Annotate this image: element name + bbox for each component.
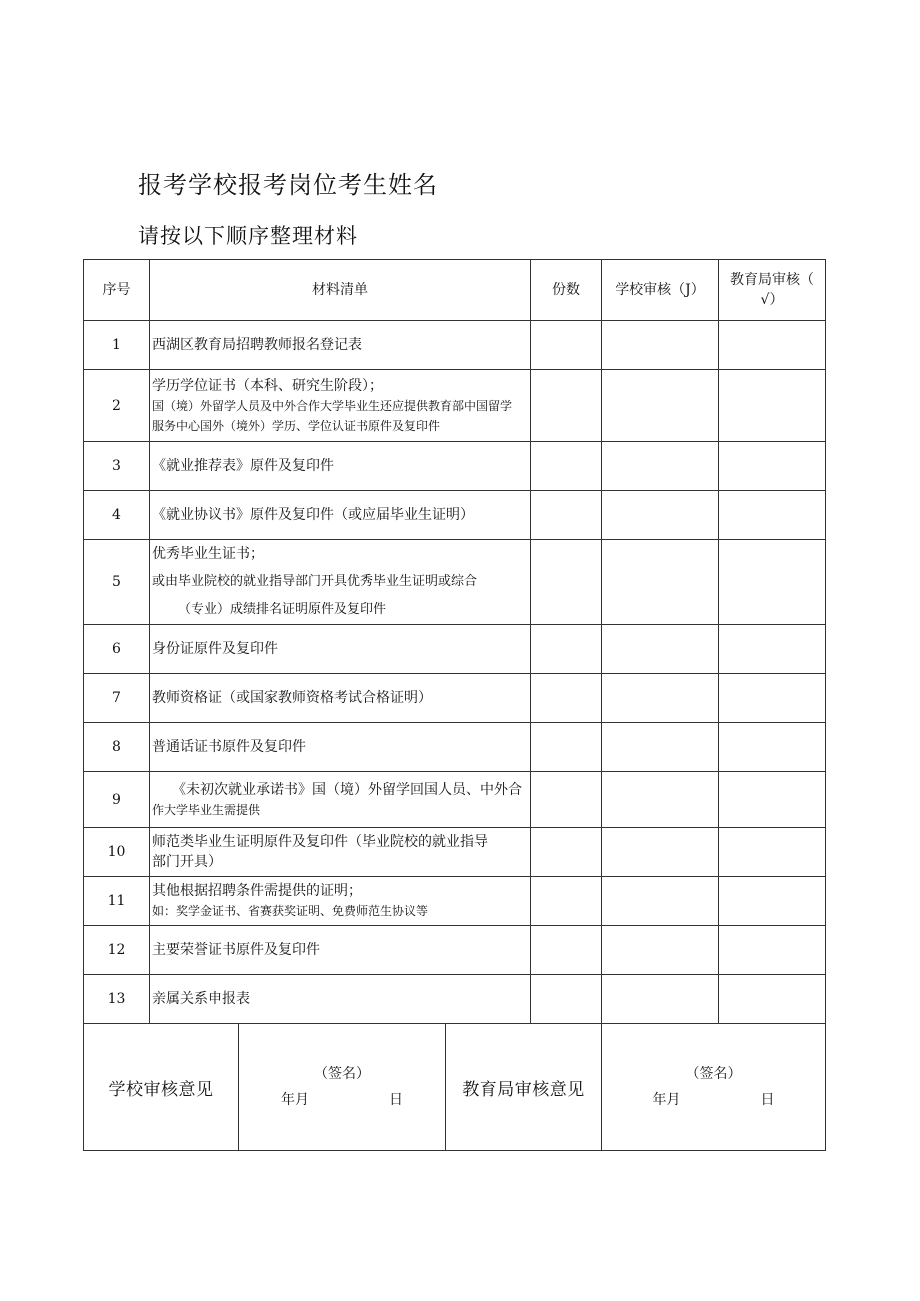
edu-review-cell[interactable] [719, 877, 826, 926]
row-number: 2 [84, 370, 150, 442]
edu-review-cell[interactable] [719, 540, 826, 625]
edu-review-cell[interactable] [719, 625, 826, 674]
school-date [239, 1087, 445, 1113]
table-row [84, 442, 826, 491]
col-header-no: 序号 [84, 260, 150, 321]
school-date-day: 日 [389, 1092, 403, 1108]
school-review-cell[interactable] [602, 491, 719, 540]
row-item [150, 370, 531, 442]
item-line: 服务中心国外（境外）学历、学位认证书原件及复印件 [152, 418, 441, 433]
row-number: 1 [84, 321, 150, 370]
edu-review-label-text: 教育局审核意见 [462, 1079, 585, 1100]
row-number: 8 [84, 723, 150, 772]
edu-review-cell[interactable] [719, 674, 826, 723]
row-item [150, 828, 531, 877]
row-number: 10 [84, 828, 150, 877]
item-line: 亲属关系申报表 [152, 991, 250, 1007]
item-line: 或由毕业院校的就业指导部门开具优秀毕业生证明或综合 [152, 574, 478, 589]
edu-review-cell[interactable] [719, 723, 826, 772]
row-item [150, 926, 531, 975]
table-row [84, 370, 826, 442]
item-line: 《就业推荐表》原件及复印件 [152, 458, 334, 474]
materials-table [83, 259, 826, 1024]
copies-cell[interactable] [531, 540, 602, 625]
school-sign-label: （签名） [314, 1066, 370, 1082]
row-item [150, 772, 531, 828]
edu-sign-block [602, 1061, 825, 1113]
row-item [150, 321, 531, 370]
copies-cell[interactable] [531, 674, 602, 723]
item-line: 其他根据招聘条件需提供的证明； [152, 883, 362, 899]
item-line: 主要荣誉证书原件及复印件 [152, 942, 320, 958]
copies-cell[interactable] [531, 975, 602, 1024]
review-row [84, 1024, 826, 1151]
item-line: 身份证原件及复印件 [152, 641, 278, 657]
row-number: 7 [84, 674, 150, 723]
row-number: 4 [84, 491, 150, 540]
school-review-label [84, 1024, 239, 1151]
edu-review-cell[interactable] [719, 926, 826, 975]
school-review-cell[interactable] [602, 540, 719, 625]
school-review-cell[interactable] [602, 625, 719, 674]
row-number: 11 [84, 877, 150, 926]
row-item [150, 975, 531, 1024]
item-line: 优秀毕业生证书； [152, 546, 264, 562]
copies-cell[interactable] [531, 828, 602, 877]
school-review-cell[interactable] [602, 926, 719, 975]
edu-review-cell[interactable] [719, 442, 826, 491]
edu-review-cell[interactable] [719, 828, 826, 877]
table-row [84, 625, 826, 674]
item-line: 《就业协议书》原件及复印件（或应届毕业生证明） [152, 507, 474, 523]
school-date-year-month: 年月 [281, 1092, 309, 1108]
edu-date [602, 1087, 825, 1113]
edu-review-cell[interactable] [719, 321, 826, 370]
item-line: 如：奖学金证书、省赛获奖证明、免费师范生协议等 [152, 904, 429, 918]
copies-cell[interactable] [531, 772, 602, 828]
table-row [84, 321, 826, 370]
edu-date-day: 日 [760, 1092, 775, 1108]
col-header-materials: 材料清单 [150, 260, 531, 321]
table-row [84, 491, 826, 540]
copies-cell[interactable] [531, 625, 602, 674]
school-review-cell[interactable] [602, 674, 719, 723]
table-row [84, 828, 826, 877]
school-review-cell[interactable] [602, 723, 719, 772]
table-row [84, 975, 826, 1024]
col-header-edu-review-line2: √） [760, 292, 784, 308]
edu-date-year-month: 年月 [652, 1092, 681, 1108]
row-number: 13 [84, 975, 150, 1024]
row-number: 9 [84, 772, 150, 828]
copies-cell[interactable] [531, 370, 602, 442]
item-line: 作大学毕业生需提供 [152, 802, 261, 817]
row-item [150, 491, 531, 540]
school-review-cell[interactable] [602, 772, 719, 828]
edu-review-signature[interactable] [602, 1024, 826, 1151]
table-row [84, 772, 826, 828]
item-line: 教师资格证（或国家教师资格考试合格证明） [152, 690, 432, 706]
school-review-cell[interactable] [602, 877, 719, 926]
row-item [150, 625, 531, 674]
school-review-cell[interactable] [602, 321, 719, 370]
copies-cell[interactable] [531, 321, 602, 370]
row-number: 5 [84, 540, 150, 625]
table-row [84, 723, 826, 772]
table-header-row [84, 260, 826, 321]
school-review-cell[interactable] [602, 975, 719, 1024]
item-line: 国（境）外留学人员及中外合作大学毕业生还应提供教育部中国留学 [152, 398, 513, 413]
item-line: 《未初次就业承诺书》国（境）外留学回国人员、中外合 [172, 781, 522, 798]
table-row [84, 540, 826, 625]
page-subtitle: 请按以下顺序整理材料 [138, 224, 358, 248]
item-line: （专业）成绩排名证明原件及复印件 [178, 602, 387, 617]
school-review-label-text: 学校审核意见 [108, 1079, 214, 1100]
edu-review-cell[interactable] [719, 370, 826, 442]
table-row [84, 674, 826, 723]
edu-review-cell[interactable] [719, 975, 826, 1024]
item-line: 部门开具） [152, 854, 222, 870]
copies-cell[interactable] [531, 723, 602, 772]
page-title: 报考学校报考岗位考生姓名 [138, 171, 438, 199]
copies-cell[interactable] [531, 442, 602, 491]
col-header-school-review: 学校审核（J） [602, 260, 719, 321]
school-sign-block [239, 1061, 445, 1113]
table-row [84, 926, 826, 975]
edu-review-cell[interactable] [719, 491, 826, 540]
edu-review-cell[interactable] [719, 772, 826, 828]
copies-cell[interactable] [531, 877, 602, 926]
school-review-cell[interactable] [602, 828, 719, 877]
row-item [150, 877, 531, 926]
school-review-cell[interactable] [602, 370, 719, 442]
col-header-copies: 份数 [531, 260, 602, 321]
col-header-edu-review-line1: 教育局审核（ [730, 272, 814, 288]
item-line: 普通话证书原件及复印件 [152, 739, 306, 755]
row-item [150, 674, 531, 723]
row-item [150, 442, 531, 491]
row-number: 3 [84, 442, 150, 491]
row-item [150, 540, 531, 625]
row-number: 6 [84, 625, 150, 674]
edu-sign-label: （签名） [685, 1066, 742, 1082]
copies-cell[interactable] [531, 926, 602, 975]
col-header-edu-review [719, 260, 826, 321]
row-number: 12 [84, 926, 150, 975]
table-row [84, 877, 826, 926]
item-line: 学历学位证书（本科、研究生阶段）； [152, 377, 383, 394]
school-review-cell[interactable] [602, 442, 719, 491]
row-item [150, 723, 531, 772]
item-line: 师范类毕业生证明原件及复印件（毕业院校的就业指导 [152, 834, 488, 850]
review-table [83, 1023, 826, 1151]
edu-review-label [446, 1024, 602, 1151]
copies-cell[interactable] [531, 491, 602, 540]
item-line: 西湖区教育局招聘教师报名登记表 [152, 337, 362, 353]
school-review-signature[interactable] [239, 1024, 446, 1151]
